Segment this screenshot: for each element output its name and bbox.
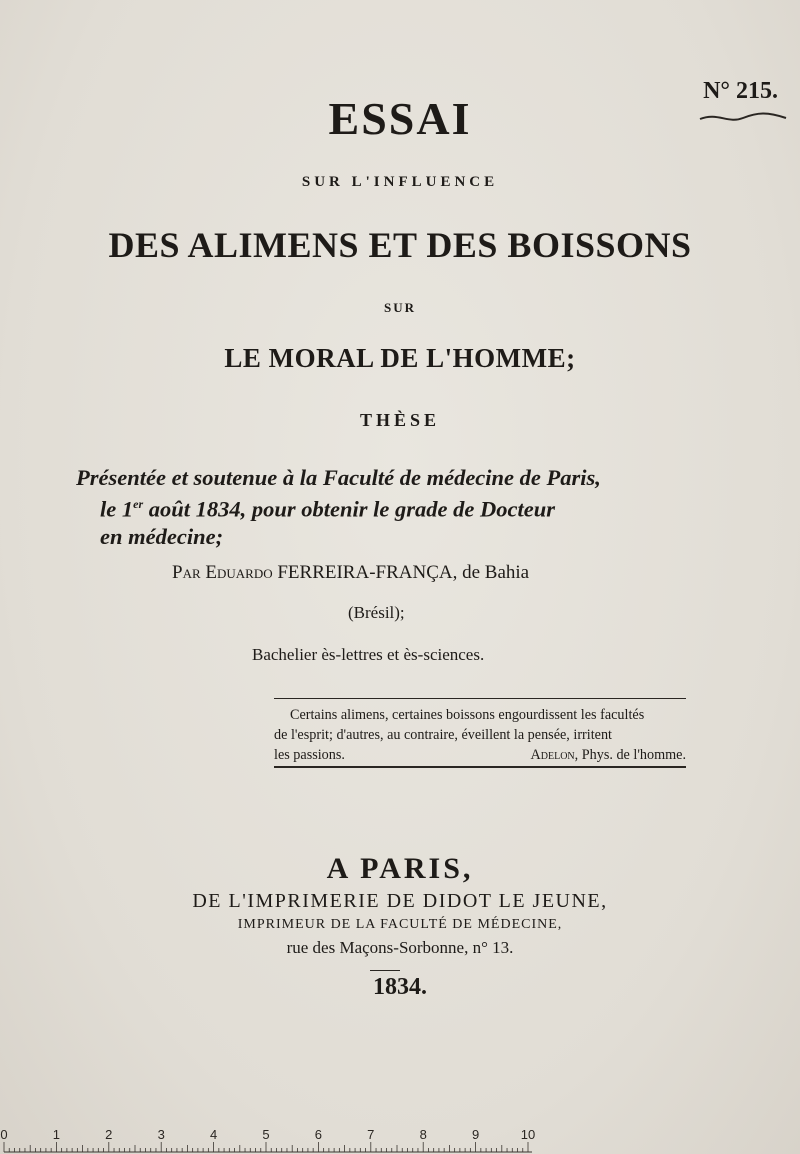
imprint-year: 1834.: [373, 974, 427, 1000]
epigraph-line-3: [274, 745, 686, 765]
ruler-label: 6: [314, 1127, 323, 1142]
ruler-label: 4: [209, 1127, 218, 1142]
ruler-label: 1: [52, 1127, 61, 1142]
author-surname: FERREIRA-FRANÇA: [277, 562, 453, 583]
ruler-ticks: [4, 1142, 532, 1152]
presentation-line-2-start: le 1: [100, 496, 134, 522]
epigraph-attribution: [531, 745, 686, 765]
ruler-label: 8: [419, 1127, 427, 1142]
imprint-printer: DE L'IMPRIMERIE DE DIDOT LE JEUNE,: [192, 890, 608, 912]
epigraph-rule-bottom: [274, 766, 686, 768]
ruler-label: 3: [157, 1127, 165, 1142]
thesis-number: N° 215.: [703, 78, 778, 104]
ruler-label: 10: [520, 1127, 536, 1142]
author-line: [172, 562, 529, 584]
subtitle-sur: SUR: [383, 300, 416, 315]
presentation-text: [76, 464, 696, 550]
ruler-labels: [0, 1127, 535, 1142]
title-moral: LE MORAL DE L'HOMME;: [224, 343, 576, 373]
author-country: (Brésil);: [348, 603, 405, 622]
year-rule: [370, 970, 400, 971]
title-alimens: DES ALIMENS ET DES BOISSONS: [108, 225, 692, 265]
imprint-address: rue des Maçons-Sorbonne, n° 13.: [286, 938, 514, 957]
ruler-label: 0: [0, 1127, 8, 1142]
presentation-line-3: en médecine;: [100, 523, 224, 549]
ruler-label: 7: [367, 1127, 375, 1142]
author-first-name: Eduardo: [205, 562, 273, 583]
epigraph-line-3-text: les passions.: [274, 747, 345, 763]
imprint-city: A PARIS,: [326, 852, 474, 885]
author-degree: Bachelier ès-lettres et ès-sciences.: [252, 645, 485, 664]
epigraph: [274, 705, 686, 765]
presentation-superscript: er: [133, 497, 144, 511]
heading-these: THÈSE: [359, 410, 441, 430]
presentation-line-1: Présentée et soutenue à la Faculté de médecine de Paris,: [76, 465, 601, 490]
author-origin: , de Bahia: [452, 562, 530, 583]
presentation-line-2-end: août 1834, pour obtenir le grade de Docteur: [143, 496, 556, 522]
presentation-line-2: [76, 491, 696, 523]
ruler-label: 2: [105, 1127, 113, 1142]
ruler-label: 5: [262, 1127, 270, 1142]
epigraph-source: , Phys. de l'homme.: [574, 747, 686, 763]
ruler-label: 9: [471, 1127, 480, 1142]
author-par: Par: [172, 562, 201, 583]
epigraph-line-1: Certains alimens, certaines boissons engourdissent les facultés: [290, 707, 645, 723]
epigraph-rule-top: [274, 698, 686, 699]
subtitle-sur-influence: SUR L'INFLUENCE: [301, 174, 499, 190]
epigraph-author: Adelon: [530, 747, 575, 763]
title-essai: ESSAI: [328, 93, 472, 144]
measurement-ruler: [0, 1126, 540, 1154]
epigraph-line-2: de l'esprit; d'autres, au contraire, éveillent la pensée, irritent: [274, 727, 612, 743]
imprint-printer-title: IMPRIMEUR DE LA FACULTÉ DE MÉDECINE,: [237, 917, 563, 932]
